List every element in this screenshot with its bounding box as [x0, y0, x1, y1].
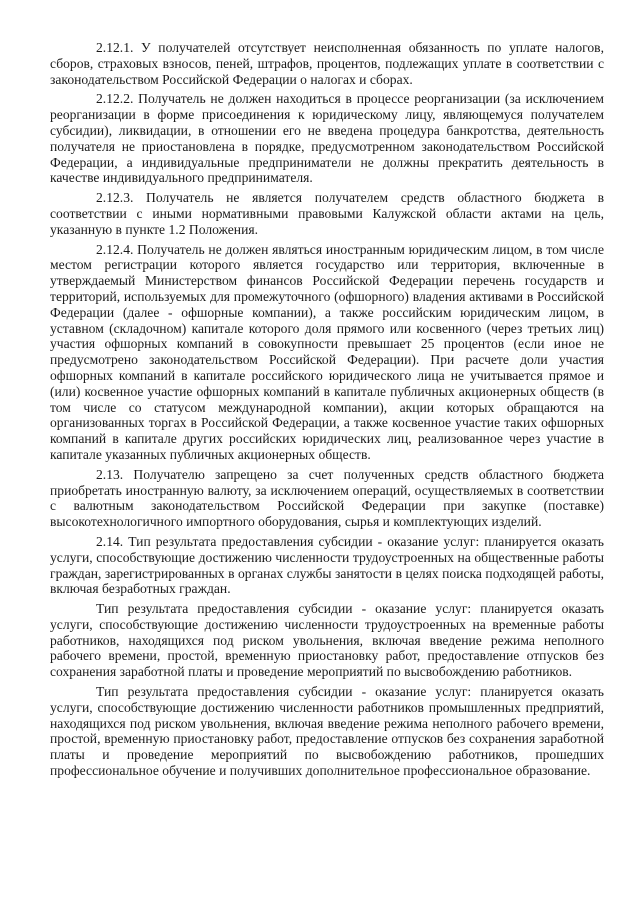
paragraph-2-12-2: 2.12.2. Получатель не должен находиться в процессе реорганизации (за исключением реорганизации в форме присоединения к юридическому лицу, являющемуся получателем субсидии), ликвидации, в отношении его не введена процедура банкротства, деятельность получателя не приостановлена в порядке, предусмотренном законодательством Российской Федерации, а индивидуальные предприниматели не должны прекратить деятельность в качестве индивидуального предпринимателя. [50, 91, 604, 186]
paragraph-2-13: 2.13. Получателю запрещено за счет полученных средств областного бюджета приобретать иностранную валюту, за исключением операций, осуществляемых в соответствии с валютным законодательством Российской Федерации при закупке (поставке) высокотехнологичного импортного оборудования, сырья и комплектующих изделий. [50, 466, 604, 530]
paragraph-2-12-3: 2.12.3. Получатель не является получателем средств областного бюджета в соответствии с иными нормативными правовыми Калужской области актами на цель, указанную в пункте 1.2 Положения. [50, 190, 604, 237]
paragraph-2-14: 2.14. Тип результата предоставления субсидии - оказание услуг: планируется оказать услуги, способствующие достижению численности трудоустроенных на общественные работы граждан, зарегистрированных в органах службы занятости в целях поиска подходящей работы, включая безработных граждан. [50, 533, 604, 597]
paragraph-result-type-temporary-work: Тип результата предоставления субсидии - оказание услуг: планируется оказать услуги, способствующие достижению численности трудоустроенных на временные работы работников, находящихся под риском увольнения, включая введение режима неполного рабочего времени, простой, временную приостановку работ, предоставление отпусков без сохранения заработной платы и проведение мероприятий по высвобождению работников. [50, 601, 604, 680]
paragraph-2-12-4: 2.12.4. Получатель не должен являться иностранным юридическим лицом, в том числе местом регистрации которого является государство или территория, включенные в утверждаемый Министерством финансов Российской Федерации перечень государств и территорий, используемых для промежуточного (офшорного) владения активами в Российской Федерации (далее - офшорные компании), а также российским юридическим лицом, в уставном (складочном) капитале которого доля прямого или косвенного (через третьих лиц) участия офшорных компаний в совокупности превышает 25 процентов (если иное не предусмотрено законодательством Российской Федерации). При расчете доли участия офшорных компаний в капитале российского юридического лица не учитывается прямое и (или) косвенное участие офшорных компаний в капитале публичных акционерных обществ (в том числе со статусом международной компании), акции которых обращаются на организованных торгах в Российской Федерации, а также косвенное участие таких офшорных компаний в капитале других российских юридических лиц, реализованное через участие в капитале указанных публичных акционерных обществ. [50, 241, 604, 462]
paragraph-2-12-1: 2.12.1. У получателей отсутствует неисполненная обязанность по уплате налогов, сборов, страховых взносов, пеней, штрафов, процентов, подлежащих уплате в соответствии с законодательством Российской Федерации о налогах и сборах. [50, 40, 604, 87]
paragraph-result-type-industrial-workers: Тип результата предоставления субсидии - оказание услуг: планируется оказать услуги, способствующие достижению численности работников промышленных предприятий, находящихся под риском увольнения, включая введение режима неполного рабочего времени, простой, временную приостановку работ, предоставление отпусков без сохранения заработной платы и проведение мероприятий по высвобождению работников, прошедших профессиональное обучение и получивших дополнительное профессиональное образование. [50, 684, 604, 779]
document-page [50, 40, 604, 783]
